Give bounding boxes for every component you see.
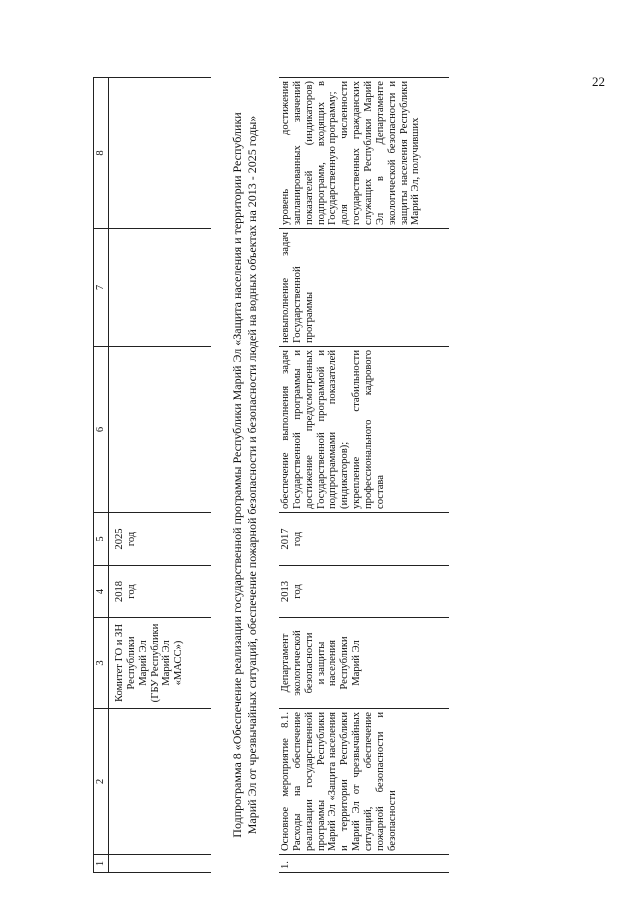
expected-result: обеспечение выполнения задач Государственной программы и достижение предусмотренных Государственной программой и подпрограммами показателей (индикаторов); укрепление стабильности профессионального кадрового состава bbox=[279, 347, 449, 513]
row-number: 1. bbox=[279, 855, 449, 873]
activity-executor: Департамент экологической безопасности и защиты населения Республики Марий Эл bbox=[279, 618, 449, 709]
activity-name: Основное мероприятие 8.1. Расходы на обеспечение реализации государственной программы Республики Марий Эл «Защита населения и территории Республики Марий Эл от чрезвычайных ситуаций, обеспечение пожарной безопасности и безопасности bbox=[279, 709, 449, 855]
related-indicators: уровень достижения запланированных значений показателей (индикаторов) подпрограмм, входящих в Государственную программу; доля численности государственных гражданских служащих Республики Марий Эл в Департаменте экологической безопасности и защиты населения Республики Марий Эл, получивших bbox=[279, 78, 449, 229]
committee-row bbox=[113, 78, 211, 873]
header-col-1: 1 bbox=[94, 855, 109, 873]
activity-end-year: 2017 год bbox=[279, 513, 449, 566]
committee-executor: Комитет ГО и ЗН Республики Марий Эл (ГБУ Республики Марий Эл «МАСС») bbox=[113, 618, 211, 709]
header-col-2: 2 bbox=[94, 709, 109, 855]
header-col-4: 4 bbox=[94, 566, 109, 618]
activity-start-year: 2013 год bbox=[279, 566, 449, 618]
header-col-8: 8 bbox=[94, 78, 109, 229]
committee-end-year: 2025 год bbox=[113, 513, 211, 566]
rotated-content bbox=[93, 78, 533, 873]
table-row bbox=[279, 78, 449, 873]
non-implementation-consequences: невыполнение задач Государственной программы bbox=[279, 229, 449, 347]
page-number: 22 bbox=[592, 74, 605, 89]
subprogram-title-row bbox=[211, 78, 279, 873]
committee-start-year: 2018 год bbox=[113, 566, 211, 618]
header-col-7: 7 bbox=[94, 229, 109, 347]
header-row bbox=[94, 78, 109, 873]
header-col-3: 3 bbox=[94, 618, 109, 709]
header-col-6: 6 bbox=[94, 347, 109, 513]
activities-table bbox=[93, 77, 449, 873]
subprogram-title: Подпрограмма 8 «Обеспечение реализации государственной программы Республики Марий Эл «Защита населения и территории Республики Марий Эл от чрезвычайных ситуаций, обеспечение пожарной безопасности и безопасности людей на водных объектах на 2013 - 2025 годы» bbox=[230, 112, 259, 838]
header-col-5: 5 bbox=[94, 513, 109, 566]
